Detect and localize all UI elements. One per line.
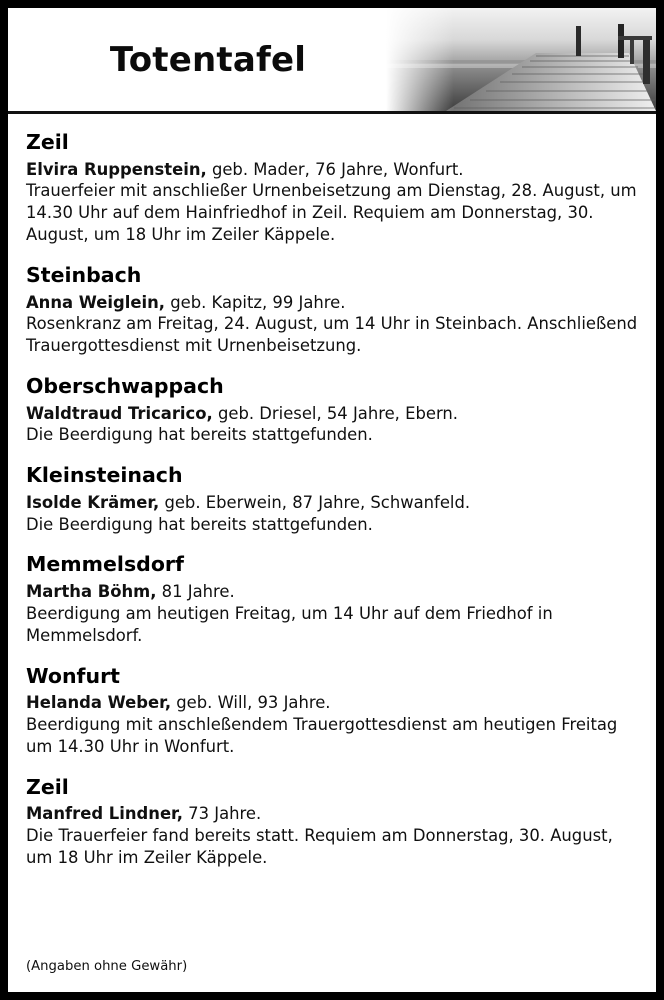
- entry-person-info: 81 Jahre.: [156, 582, 235, 602]
- disclaimer-note: (Angaben ohne Gewähr): [26, 959, 188, 974]
- entry-person: [26, 692, 638, 714]
- entry-person-name: Waldtraud Tricarico,: [26, 403, 213, 423]
- entry-person: [26, 581, 638, 603]
- entry-person-info: 73 Jahre.: [182, 804, 262, 824]
- entry-person: [26, 492, 638, 514]
- entry-place: Steinbach: [26, 262, 142, 287]
- entry-place: Zeil: [26, 774, 69, 799]
- entry-person-name: Martha Böhm,: [26, 582, 157, 602]
- obituary-list: [8, 114, 656, 869]
- entry-details: Trauerfeier mit anschließer Urnenbeisetzung am Dienstag, 28. August, um 14.30 Uhr auf dem Hainfriedhof in Zeil. Requiem am Donnerstag, 30. August, um 18 Uhr im Zeiler Käppele.: [26, 181, 637, 245]
- page-title: Totentafel: [109, 39, 307, 80]
- entry-place: Wonfurt: [26, 663, 120, 688]
- obituary-sheet: [8, 8, 656, 992]
- entry-details: Beerdigung mit anschleßendem Trauergottesdienst am heutigen Freitag um 14.30 Uhr in Wonfurt.: [26, 714, 618, 756]
- entry-place: Zeil: [26, 130, 69, 154]
- obituary-entry: [26, 130, 638, 246]
- entry-person-name: Elvira Ruppenstein,: [26, 159, 207, 179]
- entry-person-info: geb. Eberwein, 87 Jahre, Schwanfeld.: [159, 492, 471, 512]
- obituary-entry: [26, 263, 638, 357]
- obituary-entry: [26, 775, 638, 869]
- obituary-entry: [26, 463, 638, 535]
- entry-details: Die Beerdigung hat bereits stattgefunden.: [26, 425, 373, 445]
- entry-person-info: geb. Will, 93 Jahre.: [171, 693, 331, 713]
- entry-person: [26, 292, 638, 314]
- entry-person-info: geb. Driesel, 54 Jahre, Ebern.: [212, 403, 458, 423]
- entry-person: [26, 803, 638, 825]
- entry-person: [26, 403, 638, 425]
- obituary-entry: [26, 552, 638, 646]
- entry-person-name: Helanda Weber,: [26, 693, 172, 713]
- entry-details: Die Beerdigung hat bereits stattgefunden.: [26, 514, 373, 534]
- masthead: [8, 8, 656, 111]
- entry-details: Die Trauerfeier fand bereits statt. Requiem am Donnerstag, 30. August, um 18 Uhr im Zeiler Käppele.: [26, 826, 613, 867]
- entry-details: Rosenkranz am Freitag, 24. August, um 14 Uhr in Steinbach. Anschließend Trauergottesdienst mit Urnenbeisetzung.: [26, 314, 638, 356]
- pier-photo: [386, 8, 656, 111]
- obituary-entry: [26, 664, 638, 758]
- entry-person: [26, 159, 638, 181]
- entry-place: Kleinsteinach: [26, 463, 183, 488]
- entry-person-name: Manfred Lindner,: [26, 804, 183, 824]
- entry-person-name: Isolde Krämer,: [26, 492, 160, 512]
- entry-person-name: Anna Weiglein,: [26, 292, 165, 312]
- entry-details: Beerdigung am heutigen Freitag, um 14 Uhr auf dem Friedhof in Memmelsdorf.: [26, 603, 553, 645]
- entry-person-info: geb. Kapitz, 99 Jahre.: [165, 292, 346, 312]
- entry-place: Memmelsdorf: [26, 552, 184, 577]
- entry-person-info: geb. Mader, 76 Jahre, Wonfurt.: [206, 159, 464, 179]
- obituary-entry: [26, 374, 638, 446]
- entry-place: Oberschwappach: [26, 373, 224, 398]
